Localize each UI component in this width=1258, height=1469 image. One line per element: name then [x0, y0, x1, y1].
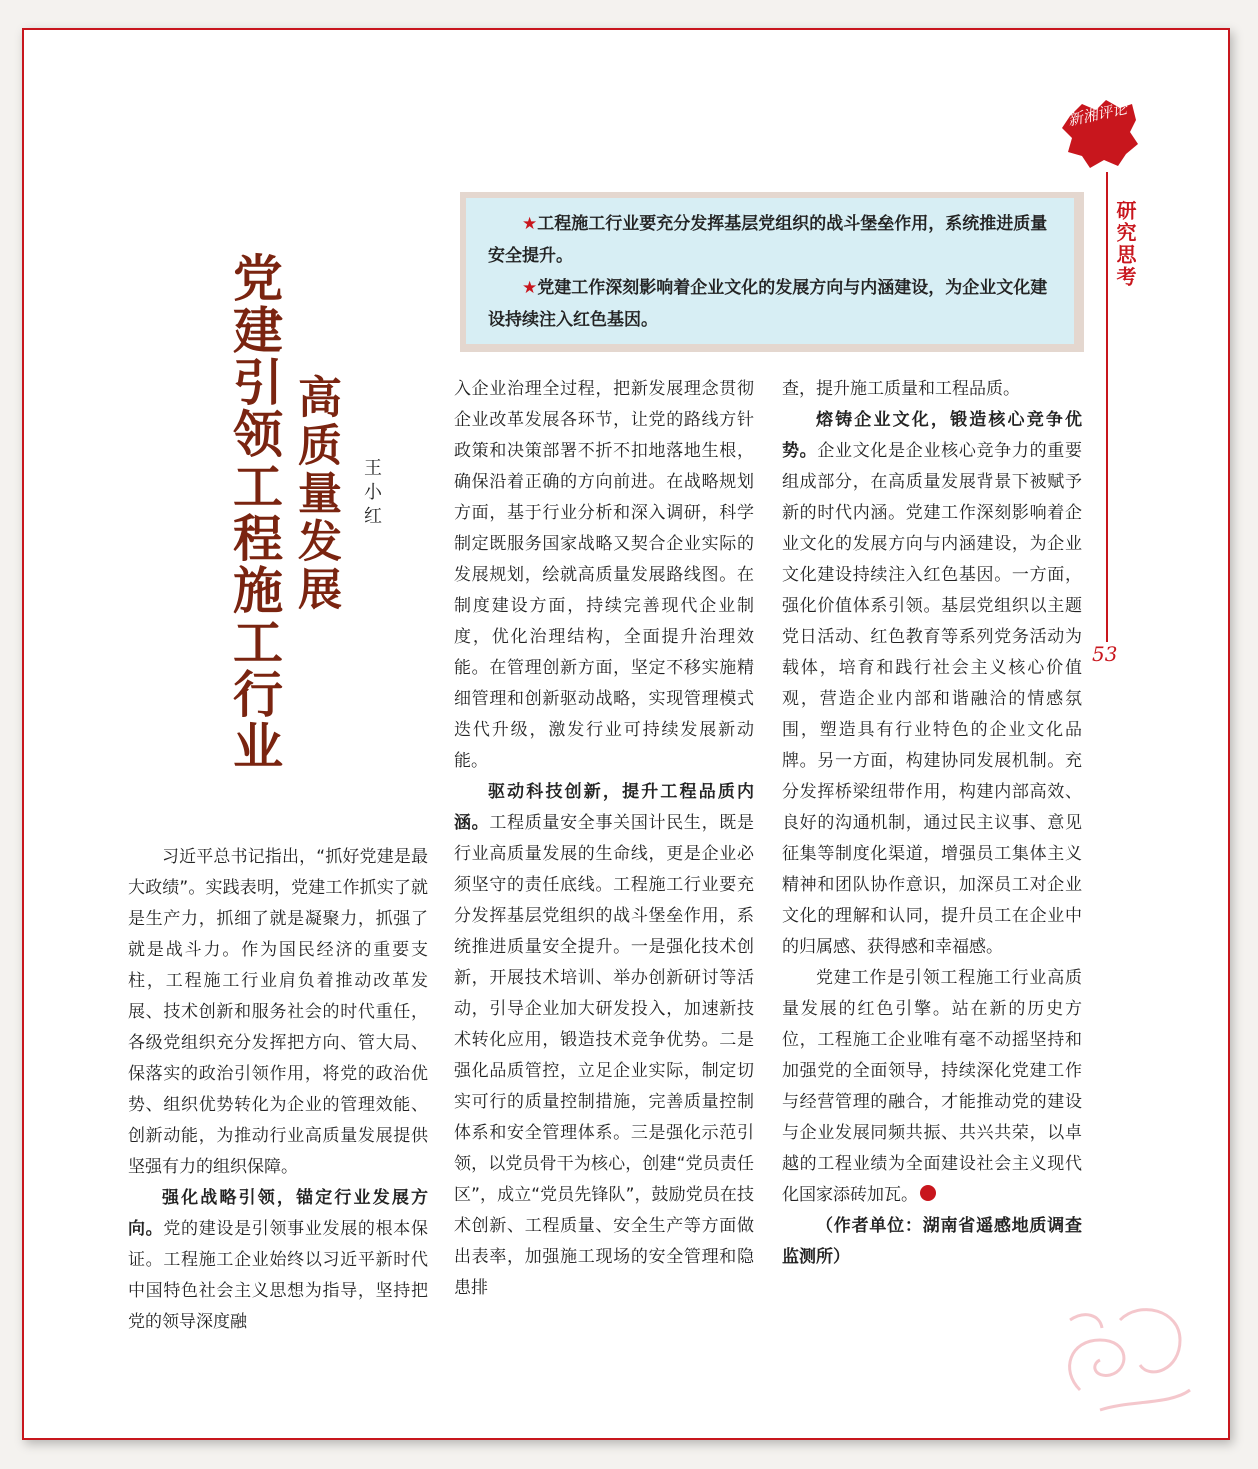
star-icon: ★ [522, 278, 538, 298]
page-number: 53 [1092, 642, 1118, 666]
article-subtitle: 高质量发展 [290, 374, 341, 614]
callout-box [466, 198, 1074, 344]
star-icon: ★ [522, 214, 538, 234]
paragraph: 党建工作是引领工程施工行业高质量发展的红色引擎。站在新的历史方位，工程施工企业唯有毫不动摇坚持和加强党的全面领导，持续深化党建工作与经营管理的融合，才能推动党的建设与企业发展同频共振、共兴共荣，以卓越的工程业绩为全面建设社会主义现代化国家添砖加瓦。 [782, 968, 1082, 1205]
paragraph: 入企业治理全过程，把新发展理念贯彻企业改革发展各环节，让党的路线方针政策和决策部署不折不扣地落地生根，确保沿着正确的方向前进。在战略规划方面，基于行业分析和深入调研，科学制定既服务国家战略又契合企业实际的发展规划，绘就高质量发展路线图。在制度建设方面，持续完善现代企业制度，优化治理结构，全面提升治理效能。在管理创新方面，坚定不移实施精细管理和创新驱动战略，实现管理模式迭代升级，激发行业可持续发展新动能。 [454, 379, 754, 771]
section-tag: 研究思考 [1110, 196, 1138, 292]
callout-item: ★党建工作深刻影响着企业文化的发展方向与内涵建设，为企业文化建设持续注入红色基因。 [488, 278, 1048, 330]
paragraph: 驱动科技创新，提升工程品质内涵。工程质量安全事关国计民生，既是行业高质量发展的生命线，更是企业必须坚守的责任底线。工程施工行业要充分发挥基层党组织的战斗堡垒作用，系统推进质量安全提升。一是强化技术创新，开展技术培训、举办创新研讨等活动，引导企业加大研发投入，加速新技术转化应用，锻造技术竞争优势。二是强化品质管控，立足企业实际，制定切实可行的质量控制措施，完善质量控制体系和安全管理体系。三是强化示范引领，以党员骨干为核心，创建“党员责任区”，成立“党员先锋队”，鼓励党员在技术创新、工程质量、安全生产等方面做出表率，加强施工现场的安全管理和隐患排 [454, 782, 754, 1298]
text-column-1 [128, 842, 428, 1338]
paragraph: 强化战略引领，锚定行业发展方向。党的建设是引领事业发展的根本保证。工程施工企业始终以习近平新时代中国特色社会主义思想为指导，坚持把党的领导深度融 [128, 1188, 428, 1332]
decorative-cloud-pattern [1040, 1280, 1200, 1420]
paragraph: 熔铸企业文化，锻造核心竞争优势。企业文化是企业核心竞争力的重要组成部分，在高质量发展背景下被赋予新的时代内涵。党建工作深刻影响着企业文化的发展方向与内涵建设，为企业文化建设持续注入红色基因。一方面，强化价值体系引领。基层党组织以主题党日活动、红色教育等系列党务活动为载体，培育和践行社会主义核心价值观，营造企业内部和谐融洽的情感氛围，塑造具有行业特色的企业文化品牌。另一方面，构建协同发展机制。充分发挥桥梁纽带作用，构建内部高效、良好的沟通机制，通过民主议事、意见征集等制度化渠道，增强员工集体主义精神和团队协作意识，加深员工对企业文化的理解和认同，提升员工在企业中的归属感、获得感和幸福感。 [782, 410, 1082, 957]
author-name: 王小红 [361, 458, 382, 530]
logo-text: 新湘评论 [1066, 99, 1129, 130]
section-heading: 强化战略引领，锚定行业发展方向。 [128, 1188, 428, 1239]
callout-item: ★工程施工行业要充分发挥基层党组织的战斗堡垒作用，系统推进质量安全提升。 [488, 214, 1048, 266]
paragraph: 习近平总书记指出，“抓好党建是最大政绩”。实践表明，党建工作抓实了就是生产力，抓细了就是凝聚力，抓强了就是战斗力。作为国民经济的重要支柱，工程施工行业肩负着推动改革发展、技术创新和服务社会的时代重任，各级党组织充分发挥把方向、管大局、保落实的政治引领作用，将党的政治优势、组织优势转化为企业的管理效能、创新动能，为推动行业高质量发展提供坚强有力的组织保障。 [128, 847, 428, 1177]
section-heading: 熔铸企业文化，锻造核心竞争优势。 [782, 410, 1082, 461]
text-column-3 [782, 374, 1082, 1273]
author-unit: （作者单位：湖南省遥感地质调查监测所） [782, 1216, 1082, 1267]
article-title: 党建引领工程施工行业 [225, 252, 284, 772]
text-column-2 [454, 374, 754, 1304]
section-heading: 驱动科技创新，提升工程品质内涵。 [454, 782, 754, 833]
paragraph: 查，提升施工质量和工程品质。 [782, 379, 1020, 399]
section-divider-line [1106, 172, 1108, 642]
end-mark-icon [920, 1185, 936, 1201]
